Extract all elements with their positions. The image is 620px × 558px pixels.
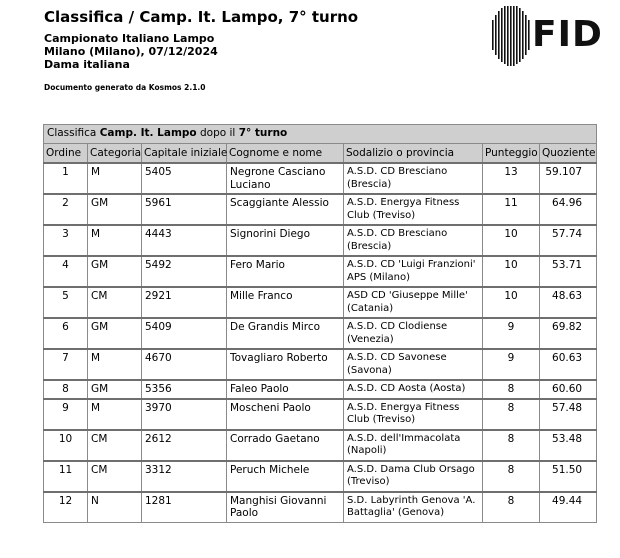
col-header-club: Sodalizio o provincia (344, 144, 483, 164)
cell-name: Peruch Michele (227, 461, 344, 492)
cell-rank: 9 (44, 399, 88, 430)
cell-name: Tovagliaro Roberto (227, 349, 344, 380)
caption-round: 7° turno (238, 127, 288, 139)
cell-points: 9 (483, 349, 540, 380)
championship-name: Campionato Italiano Lampo (44, 32, 215, 45)
cell-capital: 5492 (142, 256, 227, 287)
cell-points: 8 (483, 461, 540, 492)
cell-rank: 8 (44, 380, 88, 399)
cell-capital: 4443 (142, 225, 227, 256)
cell-rank: 11 (44, 461, 88, 492)
cell-capital: 4670 (142, 349, 227, 380)
cell-name: Scaggiante Alessio (227, 194, 344, 225)
cell-capital: 5405 (142, 163, 227, 194)
cell-points: 8 (483, 399, 540, 430)
cell-category: M (88, 399, 142, 430)
cell-category: CM (88, 430, 142, 461)
cell-category: GM (88, 194, 142, 225)
cell-category: GM (88, 318, 142, 349)
col-header-points: Punteggio (483, 144, 540, 164)
game-type: Dama italiana (44, 58, 130, 71)
cell-quotient: 53.71 (540, 256, 597, 287)
cell-club: S.D. Labyrinth Genova 'A. Battaglia' (Genova) (344, 492, 483, 523)
cell-rank: 12 (44, 492, 88, 523)
cell-capital: 2921 (142, 287, 227, 318)
event-location-date: Milano (Milano), 07/12/2024 (44, 45, 218, 58)
cell-quotient: 60.63 (540, 349, 597, 380)
col-header-category: Categoria (88, 144, 142, 164)
cell-capital: 5409 (142, 318, 227, 349)
cell-club: A.S.D. Dama Club Orsago (Treviso) (344, 461, 483, 492)
table-header-row (44, 144, 597, 164)
cell-club: A.S.D. dell'Immacolata (Napoli) (344, 430, 483, 461)
cell-capital: 3970 (142, 399, 227, 430)
cell-rank: 7 (44, 349, 88, 380)
cell-capital: 3312 (142, 461, 227, 492)
cell-rank: 5 (44, 287, 88, 318)
col-header-name: Cognome e nome (227, 144, 344, 164)
standings-table (43, 124, 597, 523)
col-header-capital: Capitale iniziale (142, 144, 227, 164)
cell-category: GM (88, 380, 142, 399)
table-caption-row (44, 125, 597, 144)
cell-points: 8 (483, 492, 540, 523)
cell-name: Moscheni Paolo (227, 399, 344, 430)
fid-logo (492, 6, 603, 66)
cell-club: A.S.D. Energya Fitness Club (Treviso) (344, 399, 483, 430)
table-row (44, 492, 597, 523)
page-title: Classifica / Camp. It. Lampo, 7° turno (44, 8, 359, 26)
cell-quotient: 57.48 (540, 399, 597, 430)
cell-quotient: 48.63 (540, 287, 597, 318)
caption-prefix: Classifica (47, 127, 97, 139)
cell-category: CM (88, 461, 142, 492)
table-row (44, 318, 597, 349)
table-row (44, 225, 597, 256)
cell-club: A.S.D. CD Bresciano (Brescia) (344, 225, 483, 256)
cell-points: 11 (483, 194, 540, 225)
cell-capital: 2612 (142, 430, 227, 461)
fid-logo-mark-icon (492, 6, 530, 66)
table-row (44, 399, 597, 430)
table-row (44, 430, 597, 461)
cell-capital: 5961 (142, 194, 227, 225)
cell-name: Fero Mario (227, 256, 344, 287)
cell-category: CM (88, 287, 142, 318)
cell-name: Mille Franco (227, 287, 344, 318)
cell-club: ASD CD 'Giuseppe Mille' (Catania) (344, 287, 483, 318)
cell-category: N (88, 492, 142, 523)
table-row (44, 380, 597, 399)
table-row (44, 194, 597, 225)
cell-points: 9 (483, 318, 540, 349)
cell-quotient: 64.96 (540, 194, 597, 225)
cell-points: 8 (483, 380, 540, 399)
cell-points: 13 (483, 163, 540, 194)
cell-rank: 2 (44, 194, 88, 225)
cell-club: A.S.D. CD Clodiense (Venezia) (344, 318, 483, 349)
cell-club: A.S.D. CD Savonese (Savona) (344, 349, 483, 380)
cell-category: M (88, 225, 142, 256)
cell-club: A.S.D. CD Bresciano (Brescia) (344, 163, 483, 194)
cell-rank: 3 (44, 225, 88, 256)
caption-event: Camp. It. Lampo (99, 127, 197, 139)
cell-category: M (88, 349, 142, 380)
cell-quotient: 59.107 (540, 163, 597, 194)
cell-quotient: 49.44 (540, 492, 597, 523)
cell-quotient: 51.50 (540, 461, 597, 492)
cell-club: A.S.D. CD Aosta (Aosta) (344, 380, 483, 399)
cell-capital: 1281 (142, 492, 227, 523)
cell-name: Faleo Paolo (227, 380, 344, 399)
cell-club: A.S.D. CD 'Luigi Franzioni' APS (Milano) (344, 256, 483, 287)
caption-middle: dopo il (199, 127, 236, 139)
cell-quotient: 60.60 (540, 380, 597, 399)
table-row (44, 287, 597, 318)
standings-body (44, 163, 597, 522)
cell-name: Signorini Diego (227, 225, 344, 256)
col-header-quotient: Quoziente (540, 144, 597, 164)
cell-category: GM (88, 256, 142, 287)
cell-name: Corrado Gaetano (227, 430, 344, 461)
table-row (44, 256, 597, 287)
cell-capital: 5356 (142, 380, 227, 399)
cell-rank: 4 (44, 256, 88, 287)
cell-points: 10 (483, 287, 540, 318)
table-row (44, 349, 597, 380)
cell-points: 8 (483, 430, 540, 461)
table-row (44, 163, 597, 194)
cell-category: M (88, 163, 142, 194)
table-caption (44, 125, 597, 144)
cell-name: De Grandis Mirco (227, 318, 344, 349)
cell-rank: 10 (44, 430, 88, 461)
cell-rank: 6 (44, 318, 88, 349)
cell-rank: 1 (44, 163, 88, 194)
generator-note: Documento generato da Kosmos 2.1.0 (44, 83, 206, 92)
cell-quotient: 69.82 (540, 318, 597, 349)
cell-name: Negrone Casciano Luciano (227, 163, 344, 194)
cell-club: A.S.D. Energya Fitness Club (Treviso) (344, 194, 483, 225)
cell-name: Manghisi Giovanni Paolo (227, 492, 344, 523)
fid-logo-text: FID (532, 14, 603, 55)
cell-quotient: 53.48 (540, 430, 597, 461)
event-info (44, 32, 218, 71)
cell-points: 10 (483, 225, 540, 256)
cell-points: 10 (483, 256, 540, 287)
col-header-rank: Ordine (44, 144, 88, 164)
cell-quotient: 57.74 (540, 225, 597, 256)
table-row (44, 461, 597, 492)
